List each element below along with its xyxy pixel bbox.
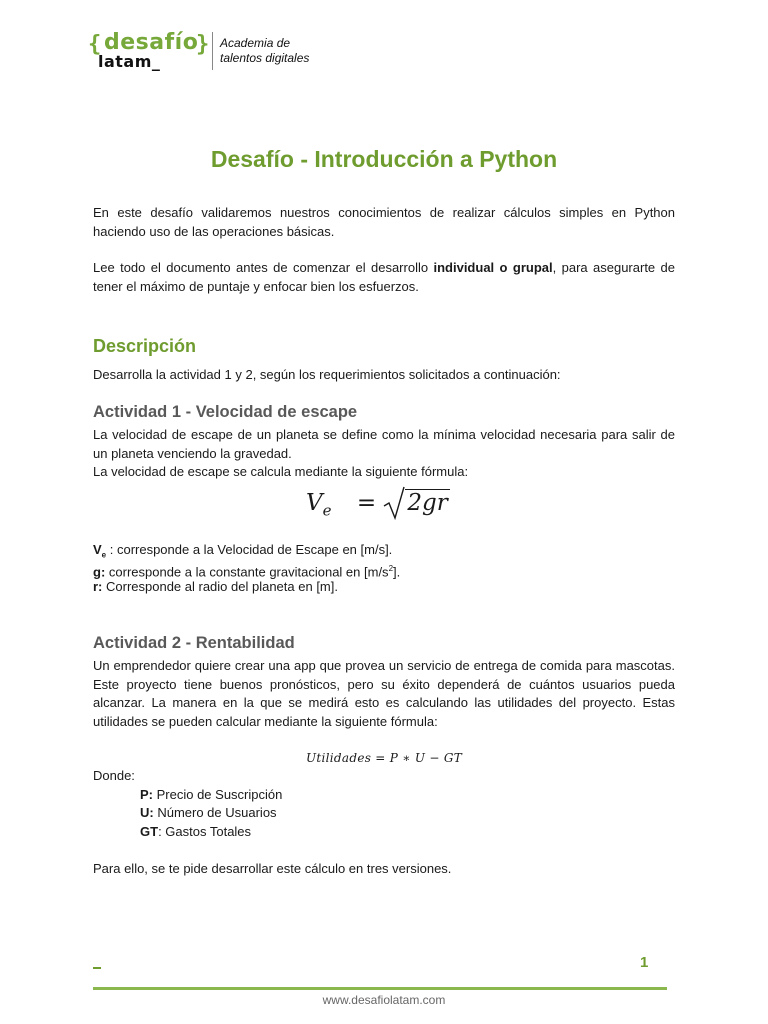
- logo-divider: [212, 32, 213, 70]
- var-p: [140, 786, 722, 805]
- def-ve-text: : corresponde a la Velocidad de Escape en [m/s].: [106, 542, 393, 557]
- logo-tagline-line1: Academia de: [220, 36, 291, 50]
- intro-paragraph-1: En este desafío validaremos nuestros conocimientos de realizar cálculos simples en Python haciendo uso de las operaciones básicas.: [93, 205, 675, 239]
- descripcion-heading: Descripción: [93, 336, 197, 356]
- def-r-term: r:: [93, 579, 103, 594]
- intro-p2-bold: individual o grupal: [433, 260, 553, 275]
- def-g-tail: ].: [393, 564, 401, 580]
- var-gt: [140, 823, 722, 842]
- intro-p2-start: Lee todo el documento antes de comenzar el desarrollo: [93, 260, 434, 275]
- logo-brand: desafío: [104, 30, 199, 55]
- logo-brace-close: }: [196, 32, 210, 57]
- formula-equals: =: [356, 490, 377, 516]
- rentabilidad-formula: Utilidades = P ∗ U − GT: [305, 751, 463, 765]
- formula-radical: [383, 486, 449, 520]
- escape-velocity-formula: [306, 486, 450, 520]
- sqrt-sign-icon: [383, 486, 405, 520]
- logo-tagline: [220, 36, 309, 66]
- intro-p2-end: , para asegurarte de tener el máximo de puntaje y enfocar bien los esfuerzos.: [93, 260, 676, 294]
- page-number: 1: [640, 954, 649, 971]
- intro-paragraph-2: [93, 259, 675, 296]
- actividad1-paragraph-1: La velocidad de escape de un planeta se define como la mínima velocidad necesaria para salir de un planeta venciendo la gravedad.: [93, 427, 675, 461]
- def-ve-sub: e: [101, 550, 107, 560]
- def-g-text: corresponde a la constante gravitacional en [m/s: [105, 564, 389, 580]
- formula-lhs-sub: e: [322, 501, 332, 520]
- document-title: Desafío - Introducción a Python: [210, 146, 558, 172]
- brand-logo: [88, 30, 332, 74]
- actividad1-heading: Actividad 1 - Velocidad de escape: [93, 403, 358, 421]
- def-ve-term: V: [93, 542, 102, 557]
- logo-brace-open: {: [88, 32, 102, 57]
- var-p-term: P:: [140, 787, 153, 802]
- formula-radicand: 2gr: [407, 490, 448, 516]
- formula-lhs: V: [306, 490, 323, 516]
- definition-r: [93, 578, 675, 597]
- actividad2-paragraph: Un emprendedor quiere crear una app que provea un servicio de entrega de comida para mascotas. Este proyecto tiene buenos pronósticos, pero su éxito dependerá de cuántos usuarios pueda alcanzar. La manera en la que se medirá esto es calculando las utilidades del proyecto. Estas utilidades se pueden calcular mediante la siguiente fórmula:: [93, 658, 675, 729]
- actividad2-heading: Actividad 2 - Rentabilidad: [93, 634, 295, 652]
- def-g-sup: 2: [388, 564, 394, 573]
- actividad1-paragraph-2: La velocidad de escape se calcula mediante la siguiente fórmula:: [93, 464, 469, 479]
- var-gt-text: : Gastos Totales: [158, 824, 252, 839]
- var-u-term: U:: [140, 805, 154, 820]
- def-g-term: g:: [93, 564, 106, 580]
- footer-url-link[interactable]: www.desafiolatam.com: [322, 993, 446, 1007]
- logo-sub: latam_: [98, 52, 161, 71]
- var-gt-term: GT: [140, 824, 159, 839]
- var-u-text: Número de Usuarios: [153, 805, 277, 820]
- donde-label: Donde:: [93, 768, 135, 783]
- footer-rule: [93, 987, 667, 990]
- def-r-text: Corresponde al radio del planeta en [m].: [102, 579, 338, 594]
- logo-tagline-line2: talentos digitales: [220, 51, 310, 65]
- footer-dash: [93, 967, 101, 969]
- var-u: [140, 804, 722, 823]
- closing-paragraph: Para ello, se te pide desarrollar este cálculo en tres versiones.: [93, 861, 452, 876]
- descripcion-text: Desarrolla la actividad 1 y 2, según los requerimientos solicitados a continuación:: [93, 367, 561, 382]
- var-p-text: Precio de Suscripción: [153, 787, 283, 802]
